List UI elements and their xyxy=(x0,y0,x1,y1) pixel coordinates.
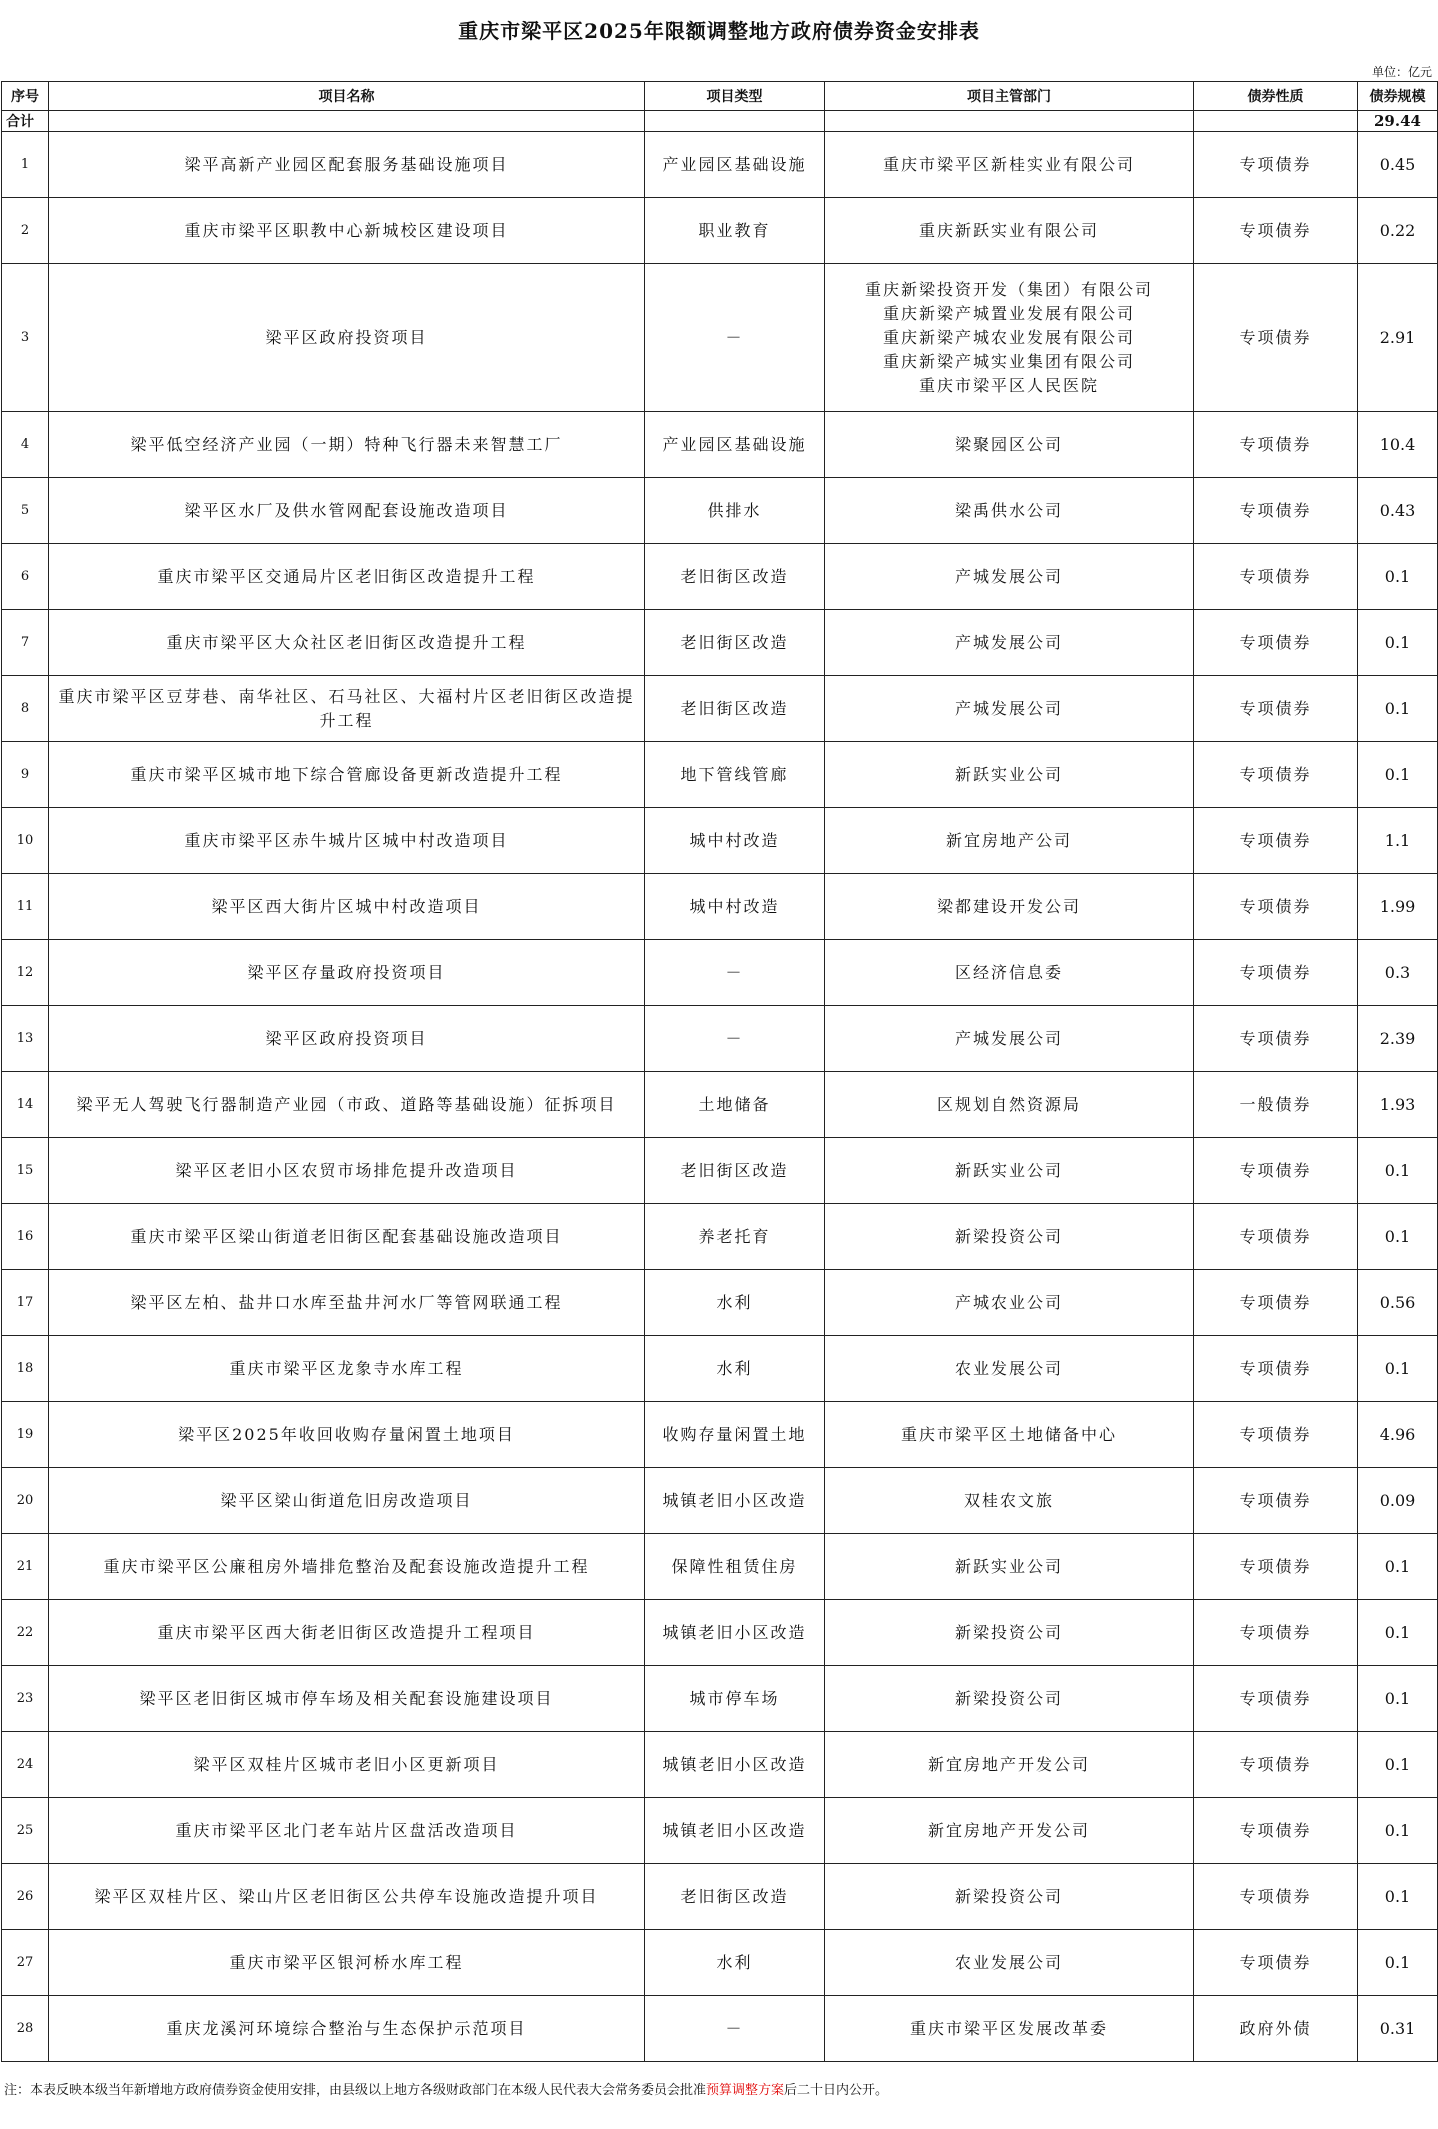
footnote xyxy=(4,2082,888,2100)
row-bond-size: 1.99 xyxy=(1358,874,1438,940)
row-no: 11 xyxy=(2,874,49,940)
row-bond-size: 0.1 xyxy=(1358,1798,1438,1864)
row-bond-nature: 专项债券 xyxy=(1194,544,1358,610)
row-project-name: 梁平区老旧小区农贸市场排危提升改造项目 xyxy=(49,1138,645,1204)
table-header-row xyxy=(2,82,1438,111)
table-row xyxy=(2,1666,1438,1732)
table-row xyxy=(2,1006,1438,1072)
row-bond-size: 0.1 xyxy=(1358,1138,1438,1204)
table-row xyxy=(2,1072,1438,1138)
table-row xyxy=(2,1798,1438,1864)
row-bond-nature: 专项债券 xyxy=(1194,1270,1358,1336)
row-bond-size: 2.91 xyxy=(1358,264,1438,412)
row-bond-size: 0.1 xyxy=(1358,544,1438,610)
row-no: 26 xyxy=(2,1864,49,1930)
table-row xyxy=(2,478,1438,544)
row-project-type: 老旧街区改造 xyxy=(645,1864,825,1930)
row-bond-size: 2.39 xyxy=(1358,1006,1438,1072)
department-line: 重庆市梁平区发展改革委 xyxy=(909,2018,1108,2038)
row-bond-nature: 专项债券 xyxy=(1194,412,1358,478)
footnote-text-end: 后二十日内公开。 xyxy=(784,2083,889,2098)
row-bond-nature: 专项债券 xyxy=(1194,1930,1358,1996)
table-row xyxy=(2,742,1438,808)
row-project-type: － xyxy=(645,1996,825,2062)
row-bond-size: 10.4 xyxy=(1358,412,1438,478)
row-no: 16 xyxy=(2,1204,49,1270)
row-project-name: 梁平区2025年收回收购存量闲置土地项目 xyxy=(49,1402,645,1468)
department-line: 新宜房地产开发公司 xyxy=(927,1820,1090,1840)
table-row xyxy=(2,1468,1438,1534)
row-project-name: 重庆市梁平区职教中心新城校区建设项目 xyxy=(49,198,645,264)
row-project-type: 产业园区基础设施 xyxy=(645,412,825,478)
table-row xyxy=(2,1138,1438,1204)
row-project-type: 土地储备 xyxy=(645,1072,825,1138)
row-department xyxy=(825,1996,1194,2062)
row-project-name: 梁平区双桂片区城市老旧小区更新项目 xyxy=(49,1732,645,1798)
row-no: 20 xyxy=(2,1468,49,1534)
row-bond-size: 4.96 xyxy=(1358,1402,1438,1468)
row-no: 13 xyxy=(2,1006,49,1072)
header-name: 项目名称 xyxy=(49,82,645,111)
row-bond-nature: 专项债券 xyxy=(1194,1402,1358,1468)
row-project-type: 老旧街区改造 xyxy=(645,610,825,676)
row-no: 14 xyxy=(2,1072,49,1138)
row-department xyxy=(825,1732,1194,1798)
row-project-type: 城镇老旧小区改造 xyxy=(645,1732,825,1798)
row-department xyxy=(825,1864,1194,1930)
row-department xyxy=(825,1534,1194,1600)
department-line: 区规划自然资源局 xyxy=(936,1094,1081,1114)
table-row xyxy=(2,544,1438,610)
table-row xyxy=(2,1270,1438,1336)
bond-table xyxy=(1,81,1438,2062)
row-department xyxy=(825,1204,1194,1270)
row-bond-size: 0.1 xyxy=(1358,1732,1438,1798)
row-bond-nature: 一般债券 xyxy=(1194,1072,1358,1138)
row-project-name: 重庆市梁平区城市地下综合管廊设备更新改造提升工程 xyxy=(49,742,645,808)
row-bond-size: 0.1 xyxy=(1358,1666,1438,1732)
row-project-name: 重庆市梁平区龙象寺水库工程 xyxy=(49,1336,645,1402)
department-line: 重庆新梁投资开发（集团）有限公司 xyxy=(864,279,1153,299)
row-no: 23 xyxy=(2,1666,49,1732)
department-line: 重庆新梁产城农业发展有限公司 xyxy=(882,327,1135,347)
row-department xyxy=(825,1270,1194,1336)
row-no: 10 xyxy=(2,808,49,874)
row-bond-nature: 专项债券 xyxy=(1194,1732,1358,1798)
row-no: 12 xyxy=(2,940,49,1006)
row-project-name: 重庆市梁平区豆芽巷、南华社区、石马社区、大福村片区老旧街区改造提升工程 xyxy=(49,676,645,742)
row-bond-nature: 专项债券 xyxy=(1194,1666,1358,1732)
row-bond-nature: 专项债券 xyxy=(1194,1138,1358,1204)
table-row xyxy=(2,412,1438,478)
row-project-type: 老旧街区改造 xyxy=(645,1138,825,1204)
row-project-name: 重庆市梁平区公廉租房外墙排危整治及配套设施改造提升工程 xyxy=(49,1534,645,1600)
department-line: 新跃实业公司 xyxy=(954,1556,1063,1576)
row-no: 27 xyxy=(2,1930,49,1996)
row-bond-size: 0.22 xyxy=(1358,198,1438,264)
row-project-name: 重庆市梁平区赤牛城片区城中村改造项目 xyxy=(49,808,645,874)
row-department xyxy=(825,478,1194,544)
row-no: 18 xyxy=(2,1336,49,1402)
row-bond-size: 0.56 xyxy=(1358,1270,1438,1336)
department-line: 区经济信息委 xyxy=(954,962,1063,982)
row-project-type: 城镇老旧小区改造 xyxy=(645,1468,825,1534)
row-project-type: 保障性租赁住房 xyxy=(645,1534,825,1600)
row-department xyxy=(825,1006,1194,1072)
row-bond-size: 0.45 xyxy=(1358,132,1438,198)
row-bond-size: 0.1 xyxy=(1358,1600,1438,1666)
row-project-name: 梁平区政府投资项目 xyxy=(49,1006,645,1072)
row-no: 24 xyxy=(2,1732,49,1798)
row-bond-nature: 专项债券 xyxy=(1194,1204,1358,1270)
table-row xyxy=(2,808,1438,874)
total-empty-dept xyxy=(825,111,1194,132)
row-project-type: 城中村改造 xyxy=(645,808,825,874)
table-row xyxy=(2,264,1438,412)
department-line: 新跃实业公司 xyxy=(954,764,1063,784)
table-row xyxy=(2,198,1438,264)
total-empty-name xyxy=(49,111,645,132)
row-bond-nature: 专项债券 xyxy=(1194,478,1358,544)
total-row xyxy=(2,111,1438,132)
row-project-type: 城镇老旧小区改造 xyxy=(645,1600,825,1666)
row-department xyxy=(825,198,1194,264)
row-bond-nature: 专项债券 xyxy=(1194,198,1358,264)
row-project-type: 地下管线管廊 xyxy=(645,742,825,808)
unit-label: 单位：亿元 xyxy=(1371,65,1432,79)
table-row xyxy=(2,1864,1438,1930)
row-no: 2 xyxy=(2,198,49,264)
department-line: 产城农业公司 xyxy=(954,1292,1063,1312)
table-row xyxy=(2,610,1438,676)
row-project-type: 产业园区基础设施 xyxy=(645,132,825,198)
row-project-type: － xyxy=(645,940,825,1006)
department-line: 梁都建设开发公司 xyxy=(936,896,1081,916)
row-no: 28 xyxy=(2,1996,49,2062)
table-row xyxy=(2,132,1438,198)
table-row xyxy=(2,676,1438,742)
row-bond-nature: 专项债券 xyxy=(1194,610,1358,676)
row-no: 9 xyxy=(2,742,49,808)
row-no: 8 xyxy=(2,676,49,742)
row-bond-nature: 专项债券 xyxy=(1194,676,1358,742)
table-row xyxy=(2,1534,1438,1600)
row-project-type: 老旧街区改造 xyxy=(645,676,825,742)
row-bond-nature: 专项债券 xyxy=(1194,1336,1358,1402)
page-title: 重庆市梁平区2025年限额调整地方政府债券资金安排表 xyxy=(458,19,980,43)
table-row xyxy=(2,874,1438,940)
row-no: 5 xyxy=(2,478,49,544)
row-project-name: 重庆市梁平区梁山街道老旧街区配套基础设施改造项目 xyxy=(49,1204,645,1270)
row-department xyxy=(825,132,1194,198)
row-bond-nature: 专项债券 xyxy=(1194,1600,1358,1666)
row-bond-nature: 专项债券 xyxy=(1194,940,1358,1006)
table-row xyxy=(2,1336,1438,1402)
row-project-name: 梁平无人驾驶飞行器制造产业园（市政、道路等基础设施）征拆项目 xyxy=(49,1072,645,1138)
row-bond-nature: 专项债券 xyxy=(1194,808,1358,874)
row-no: 21 xyxy=(2,1534,49,1600)
department-line: 新梁投资公司 xyxy=(954,1622,1063,1642)
row-department xyxy=(825,874,1194,940)
row-project-name: 重庆市梁平区北门老车站片区盘活改造项目 xyxy=(49,1798,645,1864)
department-line: 新梁投资公司 xyxy=(954,1688,1063,1708)
row-no: 7 xyxy=(2,610,49,676)
header-dept: 项目主管部门 xyxy=(825,82,1194,111)
department-line: 农业发展公司 xyxy=(954,1952,1063,1972)
total-empty-type xyxy=(645,111,825,132)
department-line: 新宜房地产公司 xyxy=(945,830,1072,850)
row-department xyxy=(825,940,1194,1006)
row-department xyxy=(825,1798,1194,1864)
department-line: 农业发展公司 xyxy=(954,1358,1063,1378)
table-body xyxy=(2,111,1438,2062)
row-project-name: 重庆市梁平区大众社区老旧街区改造提升工程 xyxy=(49,610,645,676)
row-department xyxy=(825,676,1194,742)
row-project-name: 重庆市梁平区银河桥水库工程 xyxy=(49,1930,645,1996)
row-department xyxy=(825,1402,1194,1468)
table-row xyxy=(2,1930,1438,1996)
table-row xyxy=(2,1600,1438,1666)
row-project-name: 梁平区左柏、盐井口水库至盐井河水厂等管网联通工程 xyxy=(49,1270,645,1336)
row-project-type: 水利 xyxy=(645,1270,825,1336)
department-line: 重庆新梁产城置业发展有限公司 xyxy=(882,303,1135,323)
row-bond-size: 0.1 xyxy=(1358,610,1438,676)
department-line: 产城发展公司 xyxy=(954,1028,1063,1048)
row-bond-nature: 专项债券 xyxy=(1194,132,1358,198)
row-project-type: 水利 xyxy=(645,1336,825,1402)
row-bond-size: 1.1 xyxy=(1358,808,1438,874)
row-bond-size: 1.93 xyxy=(1358,1072,1438,1138)
department-line: 双桂农文旅 xyxy=(963,1490,1054,1510)
row-project-type: － xyxy=(645,264,825,412)
row-project-name: 梁平区梁山街道危旧房改造项目 xyxy=(49,1468,645,1534)
department-line: 新梁投资公司 xyxy=(954,1226,1063,1246)
row-department xyxy=(825,412,1194,478)
row-bond-nature: 政府外债 xyxy=(1194,1996,1358,2062)
row-bond-nature: 专项债券 xyxy=(1194,874,1358,940)
row-project-name: 重庆市梁平区西大街老旧街区改造提升工程项目 xyxy=(49,1600,645,1666)
row-department xyxy=(825,264,1194,412)
total-label: 合计 xyxy=(2,111,49,132)
department-line: 重庆市梁平区人民医院 xyxy=(918,375,1099,395)
row-project-name: 重庆龙溪河环境综合整治与生态保护示范项目 xyxy=(49,1996,645,2062)
footnote-highlight: 预算调整方案 xyxy=(706,2083,785,2098)
row-project-name: 梁平区存量政府投资项目 xyxy=(49,940,645,1006)
department-line: 重庆市梁平区新桂实业有限公司 xyxy=(882,154,1135,174)
row-no: 15 xyxy=(2,1138,49,1204)
row-project-type: 城中村改造 xyxy=(645,874,825,940)
row-project-type: － xyxy=(645,1006,825,1072)
row-no: 1 xyxy=(2,132,49,198)
row-bond-size: 0.1 xyxy=(1358,742,1438,808)
row-project-name: 梁平高新产业园区配套服务基础设施项目 xyxy=(49,132,645,198)
department-line: 梁禹供水公司 xyxy=(954,500,1063,520)
row-department xyxy=(825,1468,1194,1534)
row-department xyxy=(825,808,1194,874)
row-department xyxy=(825,1072,1194,1138)
row-no: 19 xyxy=(2,1402,49,1468)
row-department xyxy=(825,1138,1194,1204)
total-empty-nature xyxy=(1194,111,1358,132)
row-project-name: 梁平区政府投资项目 xyxy=(49,264,645,412)
table-row xyxy=(2,940,1438,1006)
row-project-type: 城镇老旧小区改造 xyxy=(645,1798,825,1864)
row-department xyxy=(825,610,1194,676)
row-bond-size: 0.1 xyxy=(1358,1864,1438,1930)
row-project-name: 梁平区西大街片区城中村改造项目 xyxy=(49,874,645,940)
row-project-name: 梁平低空经济产业园（一期）特种飞行器未来智慧工厂 xyxy=(49,412,645,478)
row-no: 22 xyxy=(2,1600,49,1666)
row-project-name: 梁平区老旧街区城市停车场及相关配套设施建设项目 xyxy=(49,1666,645,1732)
row-department xyxy=(825,1600,1194,1666)
row-no: 4 xyxy=(2,412,49,478)
row-no: 17 xyxy=(2,1270,49,1336)
department-line: 新跃实业公司 xyxy=(954,1160,1063,1180)
department-line: 新梁投资公司 xyxy=(954,1886,1063,1906)
department-line: 重庆市梁平区土地储备中心 xyxy=(900,1424,1117,1444)
row-bond-nature: 专项债券 xyxy=(1194,1798,1358,1864)
row-bond-size: 0.09 xyxy=(1358,1468,1438,1534)
row-no: 3 xyxy=(2,264,49,412)
row-department xyxy=(825,544,1194,610)
row-bond-nature: 专项债券 xyxy=(1194,264,1358,412)
row-bond-size: 0.1 xyxy=(1358,1534,1438,1600)
row-project-type: 老旧街区改造 xyxy=(645,544,825,610)
row-bond-size: 0.1 xyxy=(1358,1336,1438,1402)
department-line: 产城发展公司 xyxy=(954,566,1063,586)
row-bond-size: 0.1 xyxy=(1358,1204,1438,1270)
row-project-type: 城市停车场 xyxy=(645,1666,825,1732)
row-project-type: 收购存量闲置土地 xyxy=(645,1402,825,1468)
department-line: 产城发展公司 xyxy=(954,632,1063,652)
row-bond-size: 0.1 xyxy=(1358,676,1438,742)
row-project-name: 梁平区双桂片区、梁山片区老旧街区公共停车设施改造提升项目 xyxy=(49,1864,645,1930)
row-project-type: 水利 xyxy=(645,1930,825,1996)
row-no: 6 xyxy=(2,544,49,610)
header-type: 项目类型 xyxy=(645,82,825,111)
row-project-name: 梁平区水厂及供水管网配套设施改造项目 xyxy=(49,478,645,544)
total-size: 29.44 xyxy=(1358,111,1438,132)
row-bond-size: 0.31 xyxy=(1358,1996,1438,2062)
row-project-type: 职业教育 xyxy=(645,198,825,264)
row-project-type: 供排水 xyxy=(645,478,825,544)
row-bond-size: 0.1 xyxy=(1358,1930,1438,1996)
row-department xyxy=(825,1336,1194,1402)
table-row xyxy=(2,1996,1438,2062)
table-row xyxy=(2,1204,1438,1270)
row-bond-nature: 专项债券 xyxy=(1194,1534,1358,1600)
row-department xyxy=(825,742,1194,808)
row-bond-nature: 专项债券 xyxy=(1194,1006,1358,1072)
header-size: 债券规模 xyxy=(1358,82,1438,111)
department-line: 重庆新梁产城实业集团有限公司 xyxy=(882,351,1135,371)
row-bond-nature: 专项债券 xyxy=(1194,1468,1358,1534)
department-line: 新宜房地产开发公司 xyxy=(927,1754,1090,1774)
row-no: 25 xyxy=(2,1798,49,1864)
header-nature: 债券性质 xyxy=(1194,82,1358,111)
footnote-text: 注：本表反映本级当年新增地方政府债券资金使用安排，由县级以上地方各级财政部门在本级人民代表大会常务委员会批准 xyxy=(4,2083,707,2098)
row-bond-nature: 专项债券 xyxy=(1194,1864,1358,1930)
row-department xyxy=(825,1666,1194,1732)
department-line: 产城发展公司 xyxy=(954,698,1063,718)
row-project-type: 养老托育 xyxy=(645,1204,825,1270)
row-bond-nature: 专项债券 xyxy=(1194,742,1358,808)
row-bond-size: 0.3 xyxy=(1358,940,1438,1006)
row-department xyxy=(825,1930,1194,1996)
header-no: 序号 xyxy=(2,82,49,111)
table-row xyxy=(2,1732,1438,1798)
department-line: 重庆新跃实业有限公司 xyxy=(918,220,1099,240)
table-row xyxy=(2,1402,1438,1468)
department-line: 梁聚园区公司 xyxy=(954,434,1063,454)
row-project-name: 重庆市梁平区交通局片区老旧街区改造提升工程 xyxy=(49,544,645,610)
row-bond-size: 0.43 xyxy=(1358,478,1438,544)
